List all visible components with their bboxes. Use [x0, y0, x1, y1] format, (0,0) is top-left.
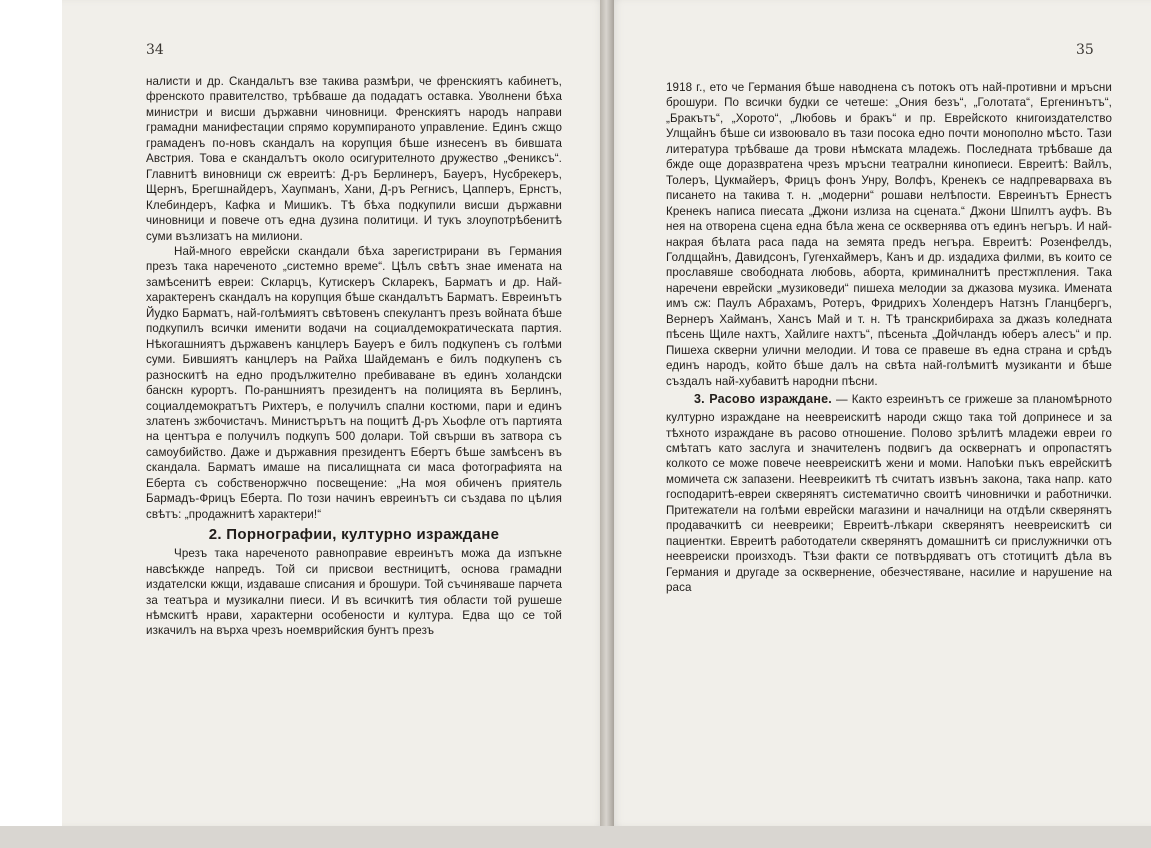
scan-margin	[0, 0, 62, 848]
left-page-text	[146, 74, 562, 639]
page-number-left: 34	[146, 42, 164, 58]
section-heading: 2. Порнографии, културно израждане	[208, 526, 500, 544]
page-number-right: 35	[1076, 42, 1094, 58]
paragraph: Най-много еврейски скандали бѣха зарегистрирани въ Германия презъ така нареченото „системно време“. Цѣлъ свѣтъ знае имената на замѣсенитѣ евреи: Скларцъ, Кутискеръ Скларекъ, Барматъ и др. Най-характеренъ скандалъ на корупция бѣше скандалътъ Барматъ. Евреинътъ Йудко Барматъ, най-голѣмиятъ свѣтовенъ спекулантъ презъ войната бѣше подкупилъ всички именити водачи на социалдемократическата партия. Нѣкогашниятъ държавенъ канцлеръ Бауеръ е билъ подкупенъ съ голѣми суми. Бившиятъ канцлеръ на Райха Шайдеманъ е билъ подкупенъ съ разноскитѣ на едно продължително пребиваване въ единъ холандски банскн курортъ. По-раншниятъ президентъ на полицията въ Берлинъ, социалдемократътъ Рихтеръ, е получилъ спални костюми, пари и единъ златенъ зжбочистачъ. Министърътъ на пощитѣ Д-ръ Хьофле отъ партията на центъра е получилъ подкупъ 500 долари. Той свърши въ затвора съ самоубийство. Даже и държавния президентъ Ебертъ бѣше замѣсенъ въ скандала. Барматъ имаше на писалищната си маса фотографията на Еберта съ собственоржчно посвещение: „На моя обиченъ приятель Бармадъ-Фрицъ Еберта. По този начинъ евреинътъ си създава по цѣлия свѣтъ: „продажнитѣ характери!“	[146, 244, 562, 521]
paragraph-text: — Както езреинътъ се грижеше за планомѣрното културно израждане на неевреискитѣ народи сжщо така той допринесе и за тѣхното израждане въ расово отношение. Полово зрѣлитѣ младежи евреи го смѣтатъ като заслуга и значителенъ подвигъ да осквернатъ и опропастятъ колкото се може повече неевреискитѣ жени и моми. Напоѣки пъкъ еврейскитѣ момичета сж запазени. Неевреикитѣ тѣ считатъ извънъ закона, така напр. като господаритѣ-евреи скверянятъ систематично своитѣ чиновнички и работнички. Притежатели на голѣми еврейски магазини и началници на отдѣли скверянятъ продавачкитѣ си неевреики; Евреитѣ-лѣкари скверянятъ неевреискитѣ си пациентки. Евреитѣ работодатели скверянятъ домашнитѣ си прислужнички отъ неевреиски произходъ. Тѣзи факти се потвърдяватъ отъ стотицитѣ дѣла въ Германия и другаде за осквернение, обезчестяване, насилие и нарушение на раса	[666, 393, 1112, 595]
paragraph: налисти и др. Скандальтъ взе такива размѣри, че френскиятъ кабинетъ, френското правителство, трѣбваше да подадатъ оставка. Уволнени бѣха министри и висши държавни чиновници. Френскиятъ народъ направи грамадни манифестации спрямо корумпираното управление. Единъ сжщо грамаденъ по-новъ скандалъ на корупция бѣше изнесенъ въ бившата Австрия. Това е скандалътъ около осигурителното дружество „Фениксъ“. Главнитѣ виновници сж евреитѣ: Д-ръ Берлинеръ, Бауеръ, Нусбрекеръ, Щернъ, Брегшнайдеръ, Хаупманъ, Хани, Д-ръ Регнисъ, Цапперъ, Ернстъ, Клебиндеръ, Кафка и Мишикъ. Тѣ бѣха подкупили висши държавни чиновници и повече отъ една дузина политици. И тукъ злоупотрѣбенитѣ суми възлизатъ на милиони.	[146, 75, 562, 243]
book-gutter	[600, 0, 614, 848]
paragraph: Чрезъ така нареченото равноправие евреинътъ можа да изпъкне навсѣкжде напредъ. Той си присвои вестницитѣ, основа грамадни издателски кжщи, издаваше списания и брошури. Той съчиняваше парчета за театъра и музикални пиеси. И въ всичкитѣ тия области той рушеше нѣмскитѣ нрави, характерни особености и култура. Едва що се той изкачилъ на върха чрезъ ноемврийския бунтъ презъ	[146, 547, 562, 638]
section-heading: 3. Расово израждане.	[694, 392, 832, 407]
left-page	[62, 0, 608, 827]
paragraph-with-heading	[666, 389, 1112, 595]
scan-bottom-edge	[0, 826, 1151, 848]
paragraph: 1918 г., ето че Германия бѣше наводнена съ потокъ отъ най-противни и мръсни брошури. По всички будки се четеше: „Ония безъ“, „Голотата“, Ергенинътъ“, „Бракътъ“, „Хорото“, „Любовь и бракъ“ и пр. Еврейското книгоиздателство Улщайнъ бѣше си извоювало въ тази посока едно почти монополно мѣсто. Тази литература трѣбваше да трови нѣмската младежь. Последната трѣбваше да бжде още доразвратена чрезъ мръсни театрални кинопиеси. Евреитѣ: Вайлъ, Толеръ, Цукмайеръ, Фрицъ фонъ Унру, Волфъ, Кренекъ се надпреварваха въ писането на такива т. н. „модерни“ рошави нелѣпости. Евреинътъ Ернестъ Кренекъ написа пиесата „Джони излиза на сцената.“ Джони Шпилтъ ауфъ. Въ нея на отворена сцена една бѣла жена се осквернява отъ единъ негъръ. И най-накрая бѣлата раса пада на земята предъ негъра. Евреитѣ: Розенфелдъ, Голдщайнъ, Давидсонъ, Гугенхаймеръ, Канъ и др. издадиха филми, въ които се прославяше свободната любовь, аборта, криминалнитѣ престжпления. Така наречени еврейски „музиковеди“ пишеха мелодии за джазова музика. Имената имъ сж: Паулъ Абрахамъ, Ротеръ, Фридрихъ Холендеръ Натзнъ Гланцбергъ, Вернеръ Хайманъ, Хансъ Май и т. н. Тѣ транскрибираха за джазъ коледната пѣсень Щиле нахтъ, Хайлиге нахтъ“, пѣсеньта „Дойчландъ юберъ алесъ“ и пр. Пишеха скверни улични мелодии. И това се правеше въ една страна и срѣдъ единъ народъ, който бѣше далъ на свѣта най-голѣмитѣ музиканти и бѣше създалъ най-хубавитѣ народни пѣсни.	[666, 81, 1112, 388]
right-page-text	[666, 80, 1112, 596]
right-page	[608, 0, 1151, 826]
